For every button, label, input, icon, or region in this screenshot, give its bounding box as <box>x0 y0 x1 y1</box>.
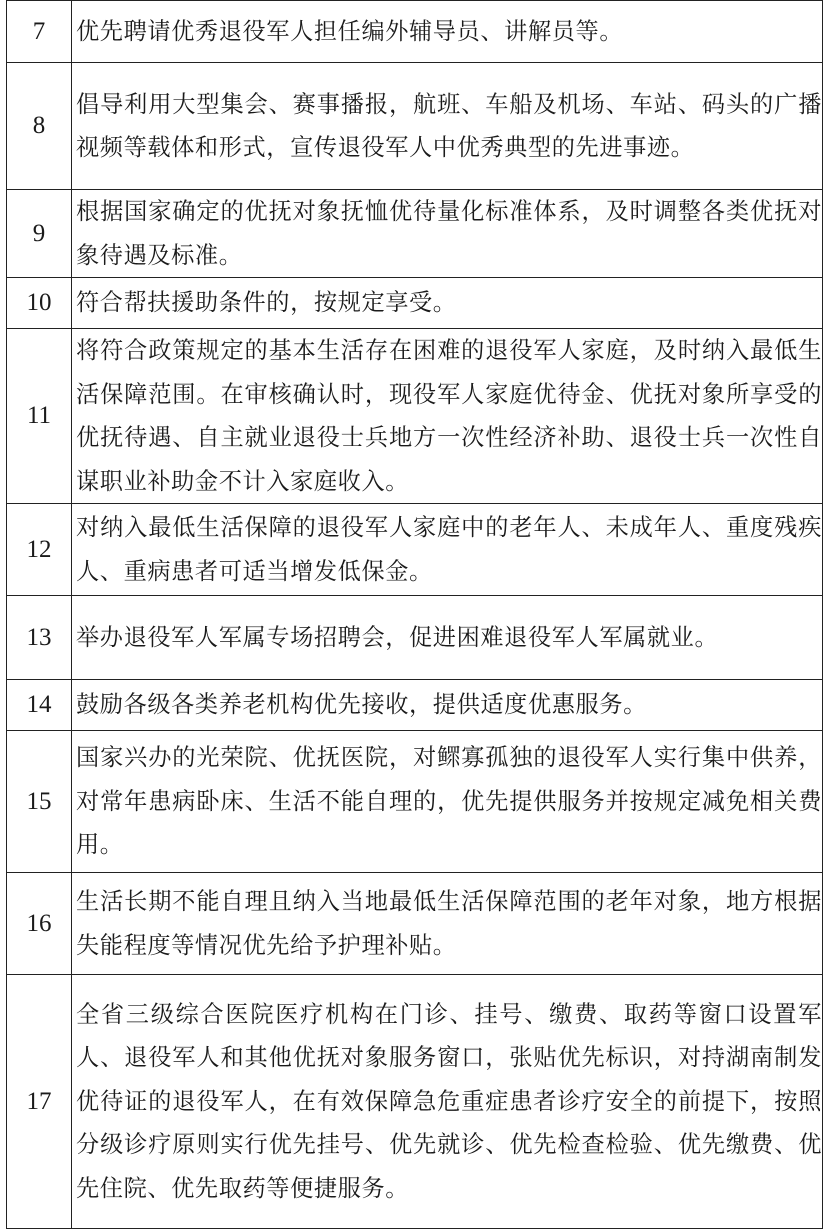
row-number: 16 <box>7 873 72 975</box>
row-number: 15 <box>7 731 72 873</box>
row-description: 根据国家确定的优抚对象抚恤优待量化标准体系，及时调整各类优抚对象待遇及标准。 <box>72 190 823 278</box>
table-row <box>7 278 823 329</box>
row-number: 13 <box>7 596 72 680</box>
table-row <box>7 731 823 873</box>
table-row <box>7 680 823 731</box>
table-row <box>7 596 823 680</box>
benefits-table <box>6 0 823 1229</box>
row-description: 对纳入最低生活保障的退役军人家庭中的老年人、未成年人、重度残疾人、重病患者可适当增发低保金。 <box>72 504 823 596</box>
row-number: 14 <box>7 680 72 731</box>
table-row <box>7 63 823 190</box>
row-description: 举办退役军人军属专场招聘会，促进困难退役军人军属就业。 <box>72 596 823 680</box>
row-description: 将符合政策规定的基本生活存在困难的退役军人家庭，及时纳入最低生活保障范围。在审核确认时，现役军人家庭优待金、优抚对象所享受的优抚待遇、自主就业退役士兵地方一次性经济补助、退役士兵一次性自谋职业补助金不计入家庭收入。 <box>72 329 823 504</box>
row-number: 9 <box>7 190 72 278</box>
row-description: 符合帮扶援助条件的，按规定享受。 <box>72 278 823 329</box>
table-row <box>7 1 823 63</box>
row-description: 全省三级综合医院医疗机构在门诊、挂号、缴费、取药等窗口设置军人、退役军人和其他优抚对象服务窗口，张贴优先标识，对持湖南制发优待证的退役军人，在有效保障急危重症患者诊疗安全的前提下，按照分级诊疗原则实行优先挂号、优先就诊、优先检查检验、优先缴费、优先住院、优先取药等便捷服务。 <box>72 975 823 1229</box>
row-description: 生活长期不能自理且纳入当地最低生活保障范围的老年对象，地方根据失能程度等情况优先给予护理补贴。 <box>72 873 823 975</box>
row-description: 国家兴办的光荣院、优抚医院，对鳏寡孤独的退役军人实行集中供养，对常年患病卧床、生活不能自理的，优先提供服务并按规定减免相关费用。 <box>72 731 823 873</box>
row-description: 倡导利用大型集会、赛事播报，航班、车船及机场、车站、码头的广播视频等载体和形式，宣传退役军人中优秀典型的先进事迹。 <box>72 63 823 190</box>
row-description: 鼓励各级各类养老机构优先接收，提供适度优惠服务。 <box>72 680 823 731</box>
row-number: 17 <box>7 975 72 1229</box>
row-number: 10 <box>7 278 72 329</box>
table-row <box>7 975 823 1229</box>
table-row <box>7 873 823 975</box>
table-row <box>7 329 823 504</box>
row-number: 8 <box>7 63 72 190</box>
table-row <box>7 190 823 278</box>
row-number: 7 <box>7 1 72 63</box>
row-number: 12 <box>7 504 72 596</box>
row-number: 11 <box>7 329 72 504</box>
row-description: 优先聘请优秀退役军人担任编外辅导员、讲解员等。 <box>72 1 823 63</box>
table-row <box>7 504 823 596</box>
